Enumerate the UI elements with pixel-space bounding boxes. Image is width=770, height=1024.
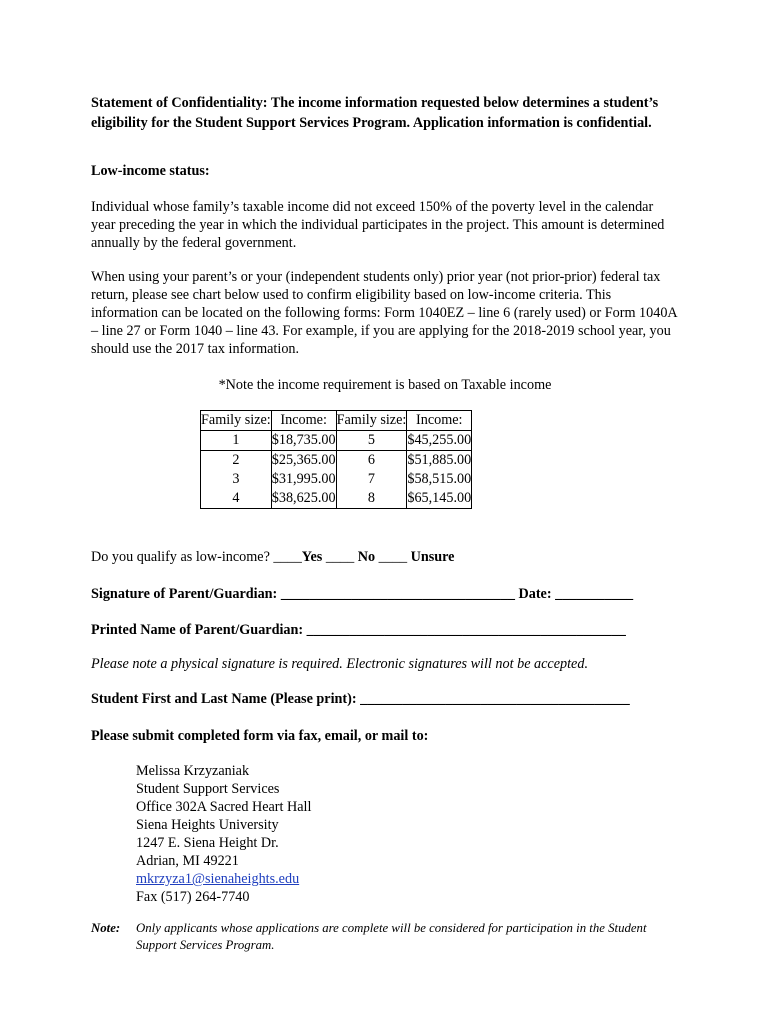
header-income: Income:: [407, 411, 472, 431]
contact-office: Office 302A Sacred Heart Hall: [136, 799, 312, 815]
income-table: [200, 410, 472, 509]
tax-return-instructions: When using your parent’s or your (independent students only) prior year (not prior-prior) federal tax return, please see chart below used to confirm eligibility based on low-income criteria. This information can be located on the following forms: Form 1040EZ – line 6 (rarely used) or Form 1040A – line 27 or Form 1040 – line 43. For example, if you are applying for the 2018-2019 school year, you should use the 2017 tax information.: [91, 269, 677, 357]
confidentiality-statement: Statement of Confidentiality: The income information requested below determines a student’s eligibility for the Student Support Services Program. Application information is confidential.: [91, 95, 659, 131]
blank-line[interactable]: ____: [322, 549, 358, 565]
contact-department: Student Support Services: [136, 781, 280, 797]
table-cell: 1: [201, 431, 272, 451]
header-family-size: Family size:: [201, 411, 272, 431]
table-cell: 3: [201, 470, 272, 489]
contact-fax: Fax (517) 264-7740: [136, 889, 250, 905]
parent-printed-name-line[interactable]: Printed Name of Parent/Guardian: _____________________________________________: [91, 622, 626, 638]
header-family-size: Family size:: [336, 411, 407, 431]
income-requirement-note: *Note the income requirement is based on Taxable income: [218, 377, 552, 393]
low-income-heading: Low-income status:: [91, 163, 210, 179]
contact-city: Adrian, MI 49221: [136, 853, 239, 869]
contact-university: Siena Heights University: [136, 817, 279, 833]
table-cell: 5: [336, 431, 407, 451]
table-row: [201, 489, 472, 509]
contact-name: Melissa Krzyzaniak: [136, 763, 250, 779]
student-name-line[interactable]: Student First and Last Name (Please print): ______________________________________: [91, 691, 630, 707]
parent-signature-line[interactable]: Signature of Parent/Guardian: _________________________________ Date: ___________: [91, 586, 634, 602]
low-income-question: [91, 548, 681, 566]
table-cell: $31,995.00: [271, 471, 336, 487]
note-text: Only applicants whose applications are complete will be considered for participation in the Student Support Services Program.: [136, 921, 647, 952]
table-row: [201, 431, 472, 451]
table-row: [201, 470, 472, 489]
table-cell: $25,365.00: [271, 452, 336, 468]
unsure-option[interactable]: Unsure: [410, 549, 455, 565]
table-cell: 6: [336, 451, 407, 471]
table-header-row: [201, 411, 472, 431]
table-cell: $58,515.00: [407, 471, 472, 487]
table-cell: 2: [201, 451, 272, 471]
table-cell: 7: [336, 470, 407, 489]
table-cell: $18,735.00: [271, 431, 336, 451]
table-cell: $45,255.00: [407, 431, 472, 451]
note-label: Note:: [91, 921, 121, 935]
table-cell: $65,145.00: [407, 489, 472, 509]
table-row: [201, 451, 472, 471]
low-income-definition: Individual whose family’s taxable income did not exceed 150% of the poverty level in the calendar year preceding the year in which the individual participates in the project. This amount is determined annually by the federal government.: [91, 199, 665, 251]
contact-street: 1247 E. Siena Height Dr.: [136, 835, 279, 851]
blank-line[interactable]: ____: [375, 549, 411, 565]
mailing-address: [136, 762, 311, 906]
table-cell: 4: [201, 489, 272, 509]
header-income: Income:: [271, 411, 336, 431]
no-option[interactable]: No: [357, 549, 376, 565]
submit-instructions-heading: Please submit completed form via fax, email, or mail to:: [91, 728, 429, 744]
yes-option[interactable]: Yes: [301, 549, 323, 565]
table-cell: 8: [336, 489, 407, 509]
question-text: Do you qualify as low-income? ____: [91, 549, 302, 565]
table-cell: $38,625.00: [271, 489, 336, 509]
table-cell: $51,885.00: [407, 452, 472, 468]
contact-email-link[interactable]: mkrzyza1@sienaheights.edu: [136, 871, 300, 887]
physical-signature-note: Please note a physical signature is required. Electronic signatures will not be accepted.: [91, 656, 588, 672]
